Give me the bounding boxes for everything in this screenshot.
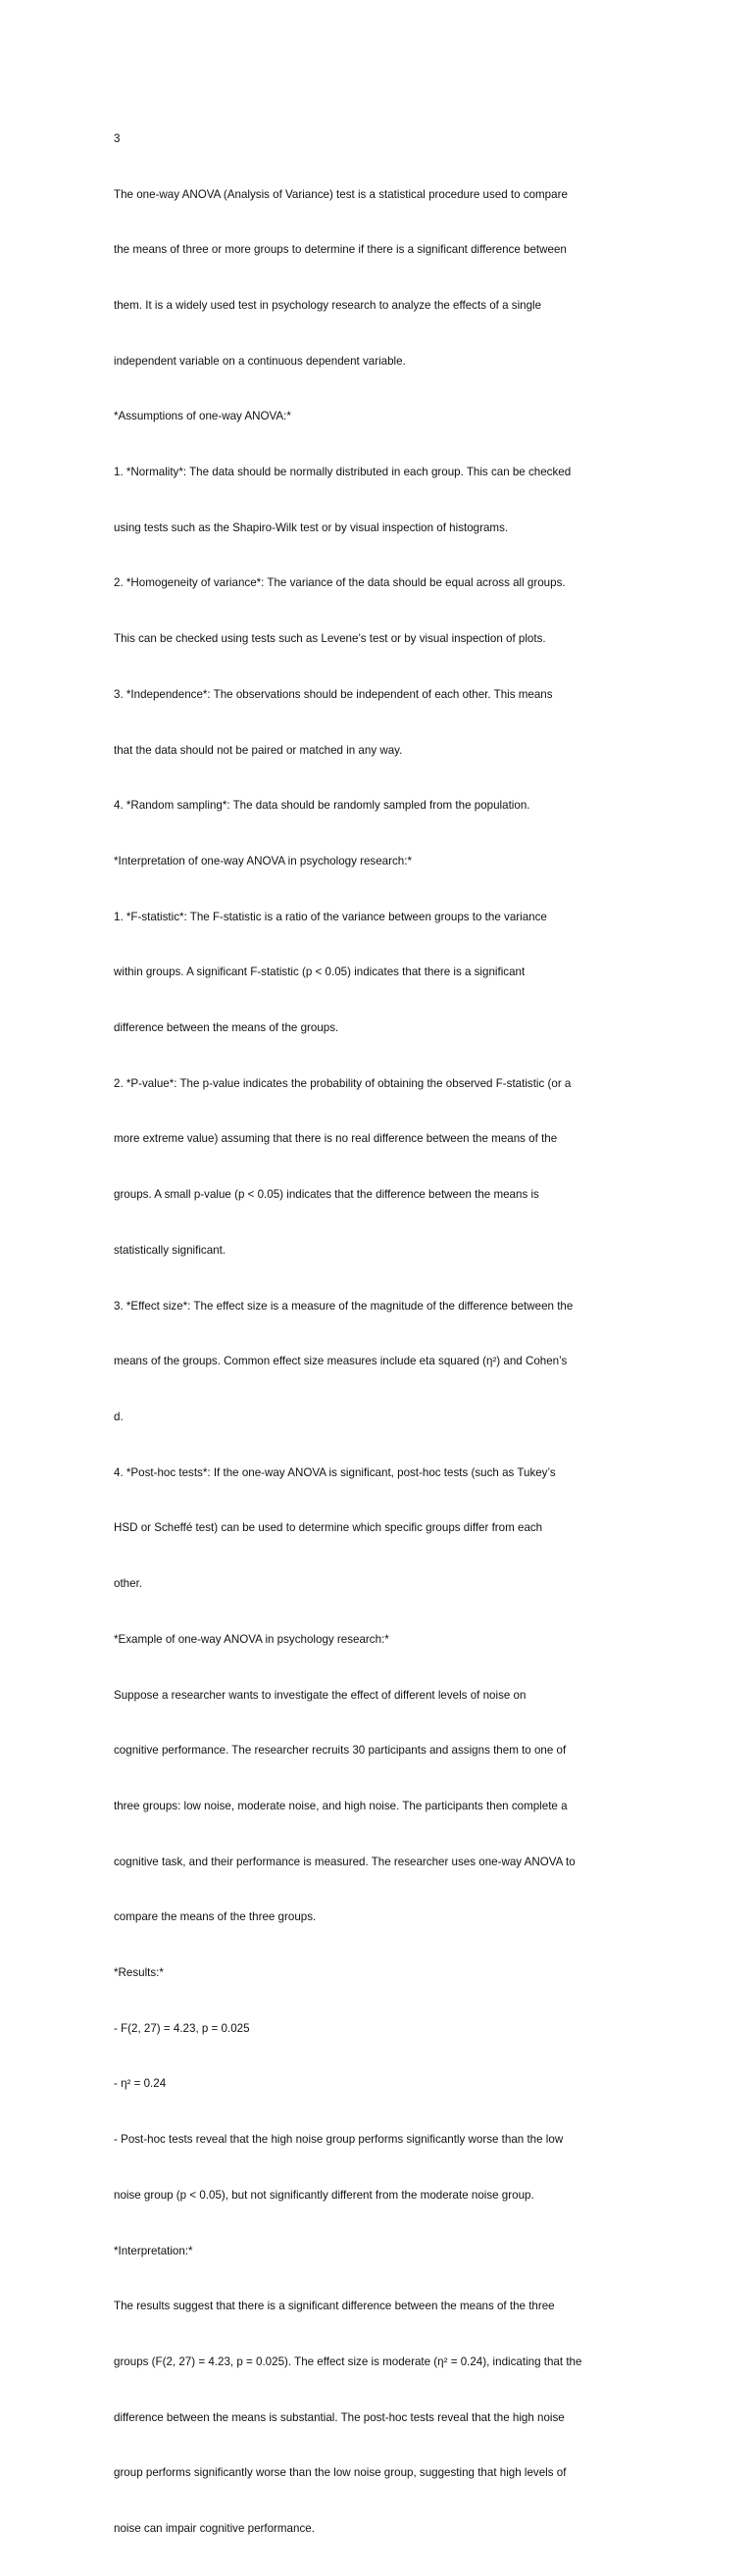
- intro-line: The one-way ANOVA (Analysis of Variance) test is a statistical procedure used to compare: [114, 187, 568, 201]
- assumption-line: using tests such as the Shapiro-Wilk test or by visual inspection of histograms.: [114, 520, 509, 534]
- interpretation-line: more extreme value) assuming that there is no real difference between the means of the: [114, 1132, 558, 1146]
- document-body: [114, 93, 616, 2576]
- conclusion-line: group performs significantly worse than the low noise group, suggesting that high levels of: [114, 2466, 567, 2480]
- interpretation-line: 4. *Post-hoc tests*: If the one-way ANOVA is significant, post-hoc tests (such as Tukey’s: [114, 1465, 556, 1479]
- assumption-line: that the data should not be paired or matched in any way.: [114, 743, 403, 757]
- example-line: cognitive performance. The researcher recruits 30 participants and assigns them to one of: [114, 1744, 567, 1758]
- intro-line: independent variable on a continuous dependent variable.: [114, 354, 406, 368]
- intro-line: them. It is a widely used test in psychology research to analyze the effects of a single: [114, 298, 542, 312]
- assumption-line: 3. *Independence*: The observations should be independent of each other. This means: [114, 687, 553, 701]
- interpretation-line: 2. *P-value*: The p-value indicates the probability of obtaining the observed F-statistic (or a: [114, 1076, 572, 1090]
- interpretation-line: means of the groups. Common effect size measures include eta squared (η²) and Cohen’s: [114, 1355, 568, 1368]
- conclusion-line: The results suggest that there is a significant difference between the means of the three: [114, 2300, 555, 2313]
- intro-line: the means of three or more groups to determine if there is a significant difference between: [114, 243, 567, 257]
- assumption-line: This can be checked using tests such as Levene’s test or by visual inspection of plots.: [114, 632, 546, 646]
- page-number: 3: [114, 131, 121, 145]
- interpretation-line: statistically significant.: [114, 1243, 226, 1257]
- example-line: cognitive task, and their performance is measured. The researcher uses one-way ANOVA to: [114, 1855, 576, 1868]
- assumption-line: 1. *Normality*: The data should be normally distributed in each group. This can be checked: [114, 466, 572, 479]
- interpretation-heading: *Interpretation of one-way ANOVA in psychology research:*: [114, 854, 412, 867]
- results-heading: *Results:*: [114, 1966, 164, 1980]
- assumption-line: 4. *Random sampling*: The data should be randomly sampled from the population.: [114, 799, 530, 813]
- example-line: compare the means of the three groups.: [114, 1910, 317, 1924]
- interpretation-line: within groups. A significant F-statistic (p < 0.05) indicates that there is a significant: [114, 966, 526, 979]
- results-line: noise group (p < 0.05), but not significantly different from the moderate noise group.: [114, 2188, 534, 2202]
- interpretation-line: 1. *F-statistic*: The F-statistic is a ratio of the variance between groups to the variance: [114, 910, 547, 923]
- interpretation-line: 3. *Effect size*: The effect size is a measure of the magnitude of the difference between the: [114, 1299, 574, 1313]
- interpretation-line: d.: [114, 1410, 124, 1423]
- assumptions-heading: *Assumptions of one-way ANOVA:*: [114, 410, 291, 423]
- assumption-line: 2. *Homogeneity of variance*: The variance of the data should be equal across all groups.: [114, 576, 566, 590]
- interpretation-line: other.: [114, 1577, 143, 1591]
- example-heading: *Example of one-way ANOVA in psychology research:*: [114, 1632, 389, 1646]
- interpretation-line: groups. A small p-value (p < 0.05) indicates that the difference between the means is: [114, 1188, 539, 1202]
- conclusion-line: difference between the means is substantial. The post-hoc tests reveal that the high noise: [114, 2410, 565, 2424]
- example-line: three groups: low noise, moderate noise, and high noise. The participants then complete a: [114, 1799, 568, 1812]
- interpretation-line: HSD or Scheffé test) can be used to determine which specific groups differ from each: [114, 1521, 543, 1535]
- results-line: - η² = 0.24: [114, 2077, 167, 2091]
- conclusion-heading: *Interpretation:*: [114, 2244, 193, 2257]
- conclusion-line: noise can impair cognitive performance.: [114, 2522, 315, 2536]
- results-line: - F(2, 27) = 4.23, p = 0.025: [114, 2021, 250, 2035]
- example-line: Suppose a researcher wants to investigate the effect of different levels of noise on: [114, 1688, 527, 1702]
- conclusion-line: groups (F(2, 27) = 4.23, p = 0.025). The effect size is moderate (η² = 0.24), indicating that the: [114, 2354, 582, 2368]
- results-line: - Post-hoc tests reveal that the high noise group performs significantly worse than the low: [114, 2133, 564, 2147]
- interpretation-line: difference between the means of the groups.: [114, 1021, 339, 1035]
